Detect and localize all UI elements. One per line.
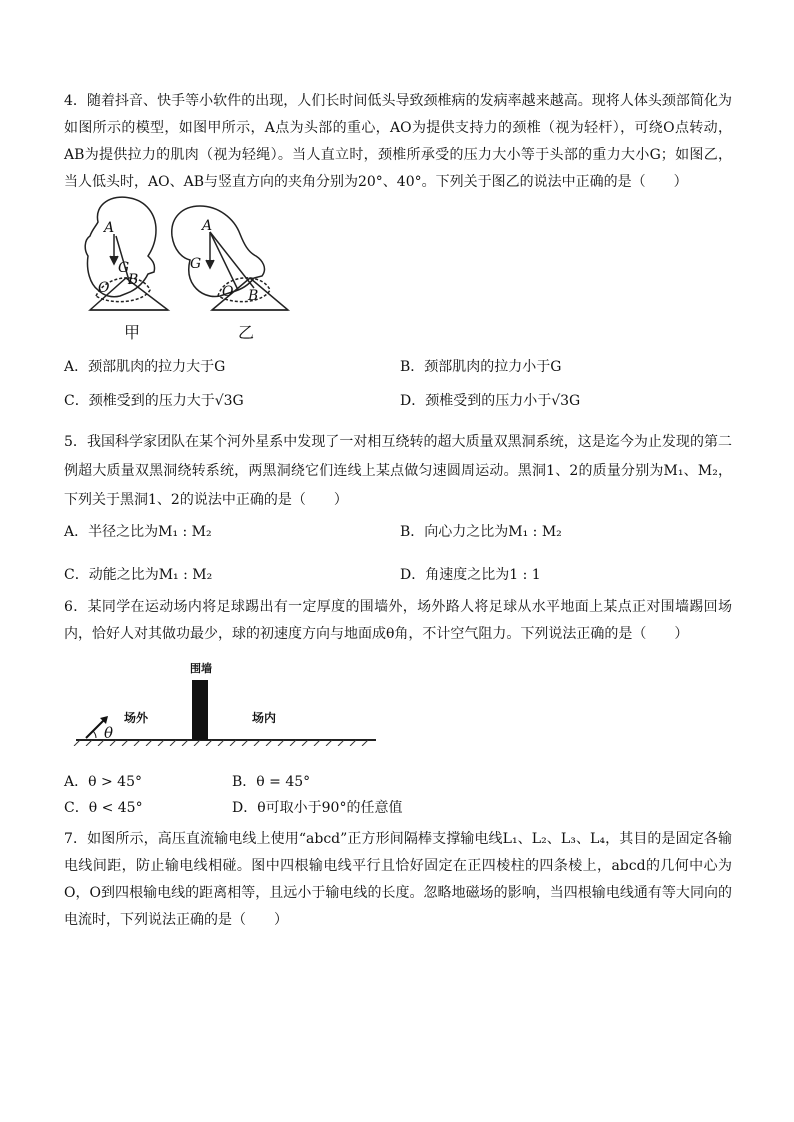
fig-b-label-G: G: [190, 256, 202, 272]
q5-option-b[interactable]: B．向心力之比为M₁ : M₂: [400, 524, 562, 540]
fig-a-label-O: O: [98, 280, 110, 296]
q4-option-d[interactable]: D．颈椎受到的压力小于√3G: [400, 393, 581, 409]
fig-a-label-G: G: [118, 260, 130, 276]
q4-figure: [72, 192, 304, 344]
q5-option-a[interactable]: A．半径之比为M₁ : M₂: [64, 524, 212, 540]
fig-b-label-B: B: [248, 288, 259, 304]
muscle-ab-b: [210, 232, 254, 288]
q5-option-d[interactable]: D．角速度之比为1 : 1: [400, 567, 541, 583]
q6-option-d[interactable]: D．θ可取小于90°的任意值: [232, 800, 403, 816]
fig-b-label-A: A: [202, 218, 213, 234]
q5-option-c[interactable]: C．动能之比为M₁ : M₂: [64, 567, 213, 583]
fig-label-jia: 甲: [124, 323, 141, 342]
wall-block: [192, 680, 208, 740]
fig-a-label-B: B: [128, 272, 139, 288]
q6-option-a[interactable]: A．θ > 45°: [64, 774, 142, 790]
label-wall: 围墙: [190, 662, 212, 675]
q4-option-b[interactable]: B．颈部肌肉的拉力小于G: [400, 359, 562, 375]
fig-b-label-O: O: [222, 284, 234, 300]
q6-option-b[interactable]: B．θ = 45°: [232, 774, 311, 790]
q6-option-c[interactable]: C．θ < 45°: [64, 800, 143, 816]
q4-option-c[interactable]: C．颈椎受到的压力大于√3G: [64, 393, 244, 409]
q6-stem: 6．某同学在运动场内将足球踢出有一定厚度的围墙外，场外路人将足球从水平地面上某点正对围墙踢回场内，恰好人对其做功最少，球的初速度方向与地面成θ角，不计空气阻力。下列说法正确的是（ ）: [64, 599, 732, 642]
q4-stem: 4．随着抖音、快手等小软件的出现，人们长时间低头导致颈椎病的发病率越来越高。现将人体头颈部简化为如图所示的模型，如图甲所示，A点为头部的重心，AO为提供支持力的颈椎（视为轻杆），可绕O点转动，AB为提供拉力的肌肉（视为轻绳）。当人直立时，颈椎所承受的压力大小等于头部的重力大小G；如图乙，当人低头时，AO、AB与竖直方向的夹角分别为20°、40°。下列关于图乙的说法中正确的是（ ）: [64, 93, 732, 190]
q7-stem: 7．如图所示，高压直流输电线上使用“abcd”正方形间隔棒支撑输电线L₁、L₂、L₃、L₄，其目的是固定各输电线间距，防止输电线相碰。图中四根输电线平行且恰好固定在正四棱柱的四条棱上，abcd的几何中心为O，O到四根输电线的距离相等，且远小于输电线的长度。忽略地磁场的影响，当四根输电线通有等大同向的电流时，下列说法正确的是（ ）: [64, 831, 732, 928]
label-theta: θ: [104, 724, 114, 742]
fig-label-yi: 乙: [238, 323, 255, 342]
label-outside: 场外: [124, 711, 149, 725]
q6-figure: [72, 660, 382, 746]
q4-option-a[interactable]: A．颈部肌肉的拉力大于G: [64, 359, 226, 375]
q5-stem: 5．我国科学家团队在某个河外星系中发现了一对相互绕转的超大质量双黑洞系统，这是迄今为止发现的第二例超大质量双黑洞绕转系统，两黑洞绕它们连线上某点做匀速圆周运动。黑洞1、2的质量分别为M₁、M₂，下列关于黑洞1、2的说法中正确的是（ ）: [64, 434, 732, 508]
fig-a-label-A: A: [104, 220, 115, 236]
label-inside: 场内: [252, 711, 277, 725]
